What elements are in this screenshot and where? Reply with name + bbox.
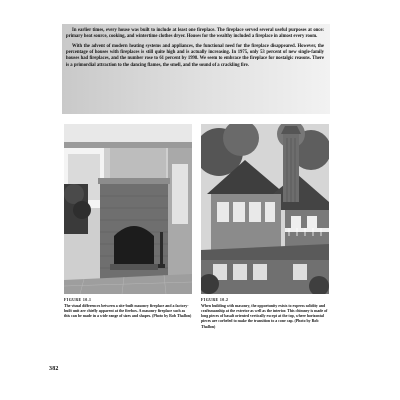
- intro-paragraph-1: In earlier times, every house was built to include at least one fireplace. The fireplace served several useful purposes at once: primary heat source, cooking, and wintertime clothes dryer. Houses for the wealthy included a fireplace in almost every room.: [66, 28, 324, 40]
- intro-text: [66, 28, 324, 72]
- fireplace-photo: [64, 124, 192, 294]
- figure-caption-10-2: [201, 298, 329, 330]
- figure-label: FIGURE 10.1: [64, 298, 92, 302]
- figure-caption-text: When building with masonry, the opportunity exists to express solidity and craftsmanship at the exterior as well as the interior. This chimney is made of long pieces of basalt oriented vertically except at the top, where horizontal pieces are corbeled to make the transition to a cone cap. (Photo by Rob Thallon): [201, 303, 328, 329]
- page-number: 382: [49, 366, 59, 372]
- figure-label: FIGURE 10.2: [201, 298, 229, 302]
- intro-paragraph-2: With the advent of modern heating systems and appliances, the functional need for the fireplace disappeared. However, the percentage of houses with fireplaces is still quite high and is actually increasing. In 1975, only 53 percent of new single-family houses had fireplaces, and the number rose to 61 percent by 1998. We seem to embrace the fireplace for nostalgic reasons. There is a primordial attraction to the dancing flames, the smell, and the sound of a crackling fire.: [66, 43, 324, 68]
- figure-caption-10-1: [64, 298, 192, 319]
- house-chimney-photo: [201, 124, 329, 294]
- figure-caption-text: The visual differences between a site-built masonry fireplace and a factory-built unit are chiefly apparent at the firebox. A masonry fireplace such as this can be made in a wide range of sizes and shapes. (Photo by Rob Thallon): [64, 303, 192, 319]
